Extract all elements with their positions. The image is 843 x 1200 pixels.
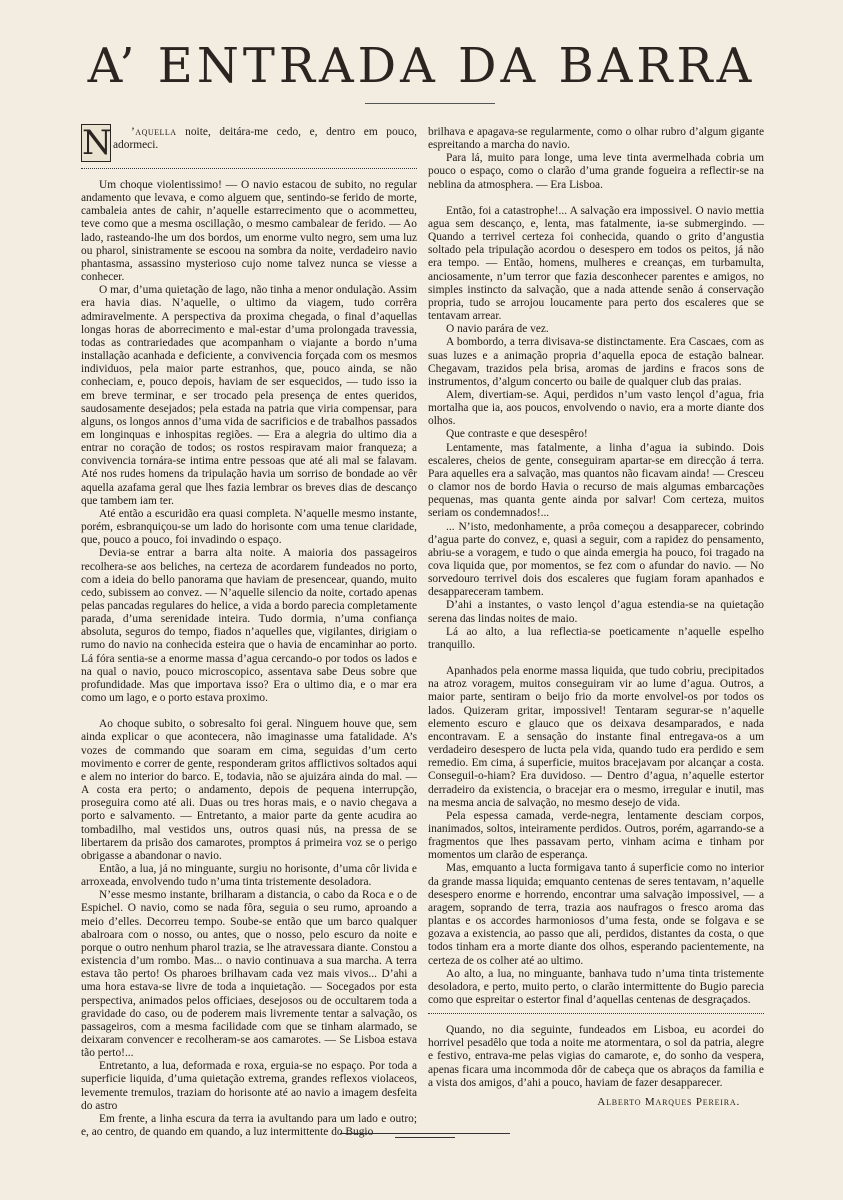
end-ornament bbox=[330, 1133, 520, 1138]
end-rule-long bbox=[340, 1133, 510, 1134]
lead-rest: noite, deitára-me cedo, e, dentro em pouco, adormeci. bbox=[113, 126, 417, 152]
author-signature: Alberto Marques Pereira. bbox=[597, 1095, 740, 1108]
paragraph: Em frente, a linha escura da terra ia avultando para um lado e outro; e, ao centro, de quando em quando, a luz intermittente do Bugio bbox=[81, 1112, 417, 1139]
paragraph: Até então a escuridão era quasi completa. N’aquelle mesmo instante, porém, esbranquiçou-se um lado do horisonte com uma tenue claridade, que, pouco a pouco, foi invadindo o espaço. bbox=[81, 507, 417, 547]
title-divider bbox=[365, 103, 495, 104]
paragraph: Então, foi a catastrophe!... A salvação era impossivel. O navio mettia agua sem descanço, e, lenta, mas fatalmente, ia-se submergindo. — Quando a terrivel certeza foi conhecida, quando o grito d’angustia soltado pela tripulação acordou o desespero em todos os peitos, já não era tempo. — Então, homens, mulheres e creanças, em turbamulta, anciosamente, n’um terror que fazia desconhecer parentes e amigos, no simples instincto da salvação, que a nada attende senão á conservação propria, tudo se arrojou loucamente para perto dos escaleres que se tentavam arrear. bbox=[428, 204, 764, 323]
paragraph: Lá ao alto, a lua reflectia-se poeticamente n’aquelle espelho tranquillo. bbox=[428, 625, 764, 651]
paragraph-gap bbox=[428, 192, 764, 205]
paragraph: ... N’isto, medonhamente, a prôa começou a desapparecer, cobrindo d’agua parte do convez, e, quasi a seguir, com a rapidez do pensamento, abriu-se a voragem, e tudo o que ainda emergia ha pouco, foi tragado na cova liquida que, por momentos, se fez com o afundar do navio. — No sorvedouro terrivel dois dos escaleres que fugiam foram apanhados e desappareceram tambem. bbox=[428, 520, 764, 599]
paragraph: Quando, no dia seguinte, fundeados em Lisboa, eu acordei do horrivel pesadêlo que toda a noite me atormentara, o sol da patria, alegre e festivo, entrava-me pelas vigias do camarote, e, do sonho da vespera, apenas ficara uma incommoda dôr de cabeça que os abraços da familia e a vista dos amigos, d’ahi a pouco, haviam de fazer desapparecer. bbox=[428, 1024, 764, 1089]
lead-smallcaps: ’aquella bbox=[131, 126, 177, 138]
paragraph: Ao choque subito, o sobresalto foi geral. Ninguem houve que, sem ainda explicar o que acontecera, não imaginasse uma fatalidade. A’s vozes de commando que soaram em cima, seguidas d’um certo movimento e correr de gente, responderam gritos afflictivos soltados aqui e alem no interior do barco. E, todavia, não se ajuizára ainda do mal. — A costa era perto; o andamento, depois de pequena interrupção, proseguira como até ali. Duas ou tres horas mais, e o navio chegava a porto e salvamento. — Entretanto, a maior parte da gente acudira ao tombadilho, mal vestidos uns, outros quasi nús, na pressa de se libertarem da prisão dos camarotes, promptos á primeira voz se o perigo obrigasse a abandonar o navio. bbox=[81, 718, 417, 862]
left-column bbox=[81, 123, 417, 1139]
paragraph: Um choque violentissimo! — O navio estacou de subito, no regular andamento que levava, e como alguem que, sentindo-se ferido de morte, cambaleia antes de cahir, n’aquelle estarrecimento que o acommetteu, teve como que a mesma oscillação, o mesmo cambalear de ferido. — Ao lado, rasteando-lhe um dos bordos, um enorme vulto negro, sem uma luz ou pharol, sinistramente se escoou na sombra da noite, verdadeiro navio phantasma, assassino mysterioso cujo nome talvez nunca se viesse a conhecer. bbox=[81, 179, 417, 284]
paragraph: Então, a lua, já no minguante, surgiu no horisonte, d’uma côr livida e arroxeada, envolvendo tudo n’uma tinta tristemente desoladora. bbox=[81, 862, 417, 889]
dropcap-letter: N bbox=[82, 123, 112, 163]
paragraph: O mar, d’uma quietação de lago, não tinha a menor ondulação. Assim era havia dias. N’aquelle, o ultimo da viagem, tudo corrêra admiravelmente. A perspectiva da proxima chegada, o final d’aquellas longas horas de aborrecimento e mal-estar d’uma prolongada travessia, todas as contrariedades que acompanham o viajante a bordo n’uma installação acanhada e deficiente, a convivencia forçada com os mesmos individuos, pela maior parte estranhos, que, pouco ainda, se não conheciam, e, pouco depois, haviam de ser esquecidos, — tudo isso ia em breve terminar, e ser trocado pela presença de entes queridos, saudosamente desejados; pela estada na patria que viria compensar, para alguns, os longos annos d’uma vida de sacrificios e de trabalhos passados em longinquas e inhospitas regiões. — Era a alegria do ultimo dia a entrar no coração de todos; os rostos respiravam maior franqueza; a convivencia tornára-se intima entre pessoas que até ali mal se falavam. Até nos rudes homens da tripulação havia um sorriso de bondade ao vêr aquella azafama geral que lhes fazia lembrar os breves dias de descanço que tambem iam ter. bbox=[81, 284, 417, 507]
paragraph: Lentamente, mas fatalmente, a linha d’agua ia subindo. Dois escaleres, cheios de gente, conseguiram apartar-se em direcção á terra. Para aquelles era a salvação, mas quantos não ficavam ainda! — Cresceu o clamor nos de bordo Havia o recurso de mais algumas embarcações pequenas, mas quanta gente ainda por salvar! Com certeza, muitos seriam os condemnados!... bbox=[428, 441, 764, 520]
dotted-separator bbox=[428, 1013, 764, 1014]
paragraph: O navio parára de vez. bbox=[446, 323, 549, 336]
paragraph: Devia-se entrar a barra alta noite. A maioria dos passageiros recolhera-se aos beliches, na certeza de acordarem fundeados no porto, com a ideia do bello panorama que haviam de presencear, quando, muito cedo, subissem ao convez. — N’aquelle silencio da noite, cortado apenas pelas pancadas regulares do helice, a vida a bordo parecia completamente parada, d’uma serenidade inteira. Tudo dormia, n’uma confiança absoluta, seguros do tempo, fiados n’aquelles que, vigilantes, dirigiam o rumo do navio na conhecida esteira que o havia de encaminhar ao porto. Lá fóra sentia-se a enorme massa d’agua cercando-o por todos os lados e na qual o navio, pouco microscopico, assentava sabe Deus sobre que profundidade. Mas que importava isso? Era o ultimo dia, e o mar era como um lago, e o porto estava proximo. bbox=[81, 547, 417, 705]
right-column bbox=[428, 126, 764, 1109]
page-title: A’ ENTRADA DA BARRA bbox=[87, 38, 756, 94]
paragraph: Apanhados pela enorme massa liquida, que tudo cobriu, precipitados na atroz voragem, muitos conseguiram vir ao lume d’agua. Outros, a maior parte, sentiram o beijo frio da morte envolvel-os por todos os lados. Quizeram gritar, impossivel! Tentaram segurar-se n’aquelle elemento escuro e glauco que os deixava desamparados, e nada encontravam. E a sensação do instante final entregava-os a um verdadeiro desespero de lucta pela vida, quando tudo era perdido e sem remedio. Em cima, á superficie, muitos bracejavam por alcançar a costa. Conseguil-o-hiam? Era duvidoso. — Dentro d’agua, n’aquelle estertor derradeiro da existencia, o bracejar era o mesmo, irregular e inutil, mas na mesma ancia de salvação, no mesmo desejo de vida. bbox=[428, 665, 764, 809]
paragraph: Pela espessa camada, verde-negra, lentamente desciam corpos, inanimados, soltos, inteiramente perdidos. Outros, porém, agarrando-se a fragmentos que lhes passavam perto, vinham acima e tinham por momentos um clarão de esperança. bbox=[428, 809, 764, 862]
opening-paragraph bbox=[81, 123, 417, 163]
paragraph-gap bbox=[81, 705, 417, 718]
paragraph: Mas, emquanto a lucta formigava tanto á superficie como no interior da grande massa liquida; emquanto centenas de seres tentavam, n’aquelle desespero enorme e horrendo, encontrar uma salvação impossivel, — a aragem, soprando de terra, trazia aos naufragos o fresco aroma das plantas e os accordes harmoniosos d’uma festa, onde se folgava e se gozava a existencia, ao passo que ali, perdidos, distantes da costa, o que todos tinham era a morte diante dos olhos, esperando pacientemente, na certeza de os colher até ao ultimo. bbox=[428, 862, 764, 967]
paragraph: Ao alto, a lua, no minguante, banhava tudo n’uma tinta tristemente desoladora, e perto, muito perto, o clarão intermittente do Bugio parecia como que espreitar o estertor final d’aquellas centenas de desgraçados. bbox=[428, 967, 764, 1006]
paragraph: Que contraste e que desespêro! bbox=[446, 428, 588, 441]
opening-text bbox=[113, 126, 417, 152]
paragraph: A bombordo, a terra divisava-se distinctamente. Era Cascaes, com as suas luzes e a animação propria d’aquella epoca de estação balnear. Chegavam, trazidos pela brisa, aromas de jardins e fracos sons de instrumentos, d’algum concerto ou baile de qualquer club das praias. bbox=[428, 336, 764, 388]
dotted-separator bbox=[81, 168, 417, 169]
paragraph: D’ahi a instantes, o vasto lençol d’agua estendia-se na quietação serena das lindas noites de maio. bbox=[428, 599, 764, 625]
paragraph: Entretanto, a lua, deformada e roxa, erguia-se no espaço. Por toda a superficie liquida, d’uma quietação extrema, grandes reflexos violaceos, levemente tremulos, traziam do horisonte até ao navio a imagem desfeita do astro bbox=[81, 1060, 417, 1112]
paragraph: N’esse mesmo instante, brilharam a distancia, o cabo da Roca e o de Espichel. O navio, como se nada fôra, seguia o seu rumo, aproando a meio d’elles. Decorreu tempo. Soube-se então que um barco qualquer abalroara com o nosso, ou antes, que o nosso, pelo escuro da noite e porque o outro nenhum pharol trazia, se lhe atravessara diante. Constou a existencia d’um rombo. Mas... o navio continuava a sua marcha. A terra estava tão perto! Os pharoes brilhavam cada vez mais vivos... D’ahi a uma hora estava-se livre de toda a inquietação. — Socegados por esta perspectiva, animados pelos officiaes, desejosos ou de occultarem toda a gravidade do caso, ou de poderem mais livremente tentar a salvação, os passageiros, com a mesma facilidade com que se tinham alarmado, se deixaram convencer e recolheram-se aos camarotes. — Se Lisboa estava tão perto!... bbox=[81, 889, 417, 1060]
paragraph: Para lá, muito para longe, uma leve tinta avermelhada cobria um pouco o espaço, como o clarão d’uma grande fogueira a reflectir-se na neblina da atmosphera. — Era Lisboa. bbox=[428, 152, 764, 191]
end-rule-short bbox=[395, 1137, 455, 1138]
paragraph-gap bbox=[428, 652, 764, 665]
paragraph: brilhava e apagava-se regularmente, como o olhar rubro d’algum gigante espreitando a marcha do navio. bbox=[428, 126, 764, 152]
paragraph: Alem, divertiam-se. Aqui, perdidos n’um vasto lençol d’agua, fria mortalha que ia, aos poucos, envolvendo o navio, era a morte diante dos olhos. bbox=[428, 388, 764, 428]
